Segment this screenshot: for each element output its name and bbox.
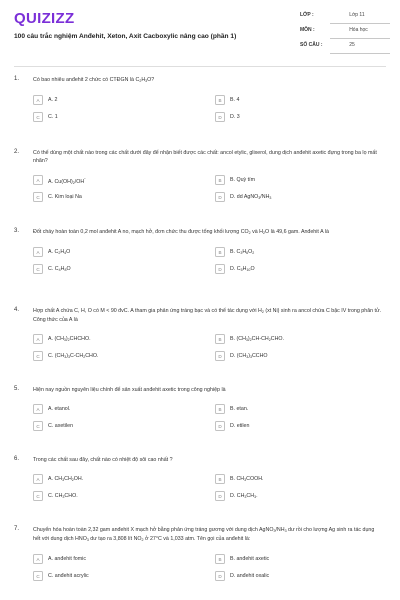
option-letter-box: C: [33, 421, 43, 431]
option-text: B. anđehit axetic: [230, 556, 270, 562]
answer-option-a[interactable]: [33, 554, 215, 564]
answer-option-d[interactable]: [215, 421, 383, 431]
meta-line: [330, 27, 390, 39]
option-letter-box: B: [215, 554, 225, 564]
answer-option-c[interactable]: [33, 264, 215, 274]
option-text: A. anđehit fomic: [48, 556, 86, 562]
option-letter-box: A: [33, 474, 43, 484]
meta-value: Lớp 11: [349, 12, 365, 18]
option-text: D. $CH_3CH_3$.: [230, 493, 258, 499]
option-text: C. $CH_3CHO$.: [48, 493, 78, 499]
option-text: A. $C_2H_4O$: [48, 249, 71, 255]
option-text: D. anđehit oxalic: [230, 573, 270, 579]
option-letter-box: B: [215, 95, 225, 105]
question-number: 7.: [14, 526, 20, 532]
question-text: Trong các chất sau đây, chất nào có nhiệt độ sôi cao nhất ?: [33, 457, 173, 463]
header-divider: [14, 66, 386, 67]
option-letter-box: A: [33, 404, 43, 414]
meta-row: [300, 12, 390, 27]
option-text: C. $C_4H_8O$: [48, 266, 71, 272]
option-text: C. 1: [48, 114, 58, 120]
question-item: [0, 526, 400, 581]
answer-option-a[interactable]: [33, 95, 215, 105]
answer-option-a[interactable]: [33, 474, 215, 484]
option-letter-box: C: [33, 351, 43, 361]
question-number: 1.: [14, 76, 20, 82]
question-item: [0, 76, 400, 122]
option-letter-box: D: [215, 264, 225, 274]
option-text: D. dd $AgNO_3/NH_3$: [230, 194, 272, 200]
question-number: 6.: [14, 456, 20, 462]
question-number: 5.: [14, 386, 20, 392]
question-number: 4.: [14, 307, 20, 313]
meta-row: [300, 42, 390, 57]
question-text: Hiện nay nguồn nguyên liệu chính để sản xuất anđehit axetic trong công nghiệp là: [33, 387, 226, 393]
option-text: B. $(CH_3)_2CH-CH_2CHO$.: [230, 336, 284, 342]
option-letter-box: A: [33, 247, 43, 257]
answer-option-a[interactable]: [33, 175, 215, 185]
option-letter-box: A: [33, 334, 43, 344]
answer-option-c[interactable]: [33, 571, 215, 581]
option-letter-box: D: [215, 351, 225, 361]
meta-label: LỚP :: [300, 12, 314, 18]
answer-option-d[interactable]: [215, 351, 383, 361]
answer-option-d[interactable]: [215, 491, 383, 501]
question-text: Đốt cháy hoàn toàn 0,2 mol anđehit A no, mạch hở, đơn chức thu được tổng khối lượng $CO_2$ và $H_2O$ là 49,6 gam. Anđehit A là: [33, 229, 329, 235]
answer-option-b[interactable]: [215, 554, 383, 564]
option-letter-box: C: [33, 192, 43, 202]
option-text: A. $(CH_3)_2CHCHO$.: [48, 336, 91, 342]
option-letter-box: C: [33, 491, 43, 501]
option-letter-box: B: [215, 334, 225, 344]
answer-option-c[interactable]: [33, 491, 215, 501]
question-item: [0, 307, 400, 361]
question-number: 2.: [14, 149, 20, 155]
meta-value: Hóa học: [349, 27, 368, 33]
option-text: A. $Cu(OH)_2/OH^-$: [48, 175, 86, 185]
question-text: Chuyển hóa hoàn toàn 2,32 gam anđehit X mạch hở bằng phản ứng tráng gương với dung dịch $AgNO_3/NH_3$ dư rồi cho lượng Ag sinh ra tác dụng hết với dung dịch $HNO_3$ dư tạo ra 3,808 lít $NO_2$ ở 27°C và 1,033 atm. Tên gọi của anđehit là:: [33, 527, 375, 542]
option-text: C. $(CH_3)_3C-CH_2CHO$.: [48, 353, 99, 359]
option-letter-box: B: [215, 247, 225, 257]
question-item: [0, 149, 400, 202]
question-text: Hợp chất A chứa C, H, O có M < 90 đvC. A tham gia phản ứng tráng bạc và có thể tác dụng với $H_2$ (xt Ni) sinh ra ancol chứa C bậc IV trong phân tử. Công thức của A là: [33, 308, 382, 323]
answer-option-c[interactable]: [33, 112, 215, 122]
option-text: C. axetilen: [48, 423, 74, 429]
meta-line: [330, 12, 390, 24]
answer-option-b[interactable]: [215, 404, 383, 414]
option-letter-box: B: [215, 474, 225, 484]
question-text: Có bao nhiêu anđehit 2 chức có CTĐGN là $C_2H_3O$?: [33, 77, 155, 83]
answer-option-b[interactable]: [215, 474, 383, 484]
answer-options: [33, 554, 382, 581]
option-letter-box: D: [215, 491, 225, 501]
meta-box: [300, 12, 390, 57]
answer-option-d[interactable]: [215, 112, 383, 122]
page-title: 100 câu trắc nghiệm Anđehit, Xeton, Axit Cacboxylic nâng cao (phần 1): [14, 33, 237, 40]
question-item: [0, 228, 400, 274]
option-text: B. Quỳ tím: [230, 177, 256, 183]
answer-option-c[interactable]: [33, 351, 215, 361]
question-number: 3.: [14, 228, 20, 234]
meta-label: SỐ CÂU :: [300, 42, 323, 48]
answer-option-b[interactable]: [215, 247, 383, 257]
option-text: D. etilen: [230, 423, 250, 429]
option-text: B. $CH_3COOH$.: [230, 476, 264, 482]
answer-option-d[interactable]: [215, 264, 383, 274]
meta-value: 25: [349, 42, 355, 48]
option-text: B. 4: [230, 97, 240, 103]
answer-option-c[interactable]: [33, 421, 215, 431]
option-text: D. $(CH_3)_3CCHO$: [230, 353, 268, 359]
answer-option-a[interactable]: [33, 247, 215, 257]
option-letter-box: B: [215, 404, 225, 414]
answer-options: [33, 404, 382, 431]
answer-option-b[interactable]: [215, 175, 383, 185]
option-letter-box: A: [33, 95, 43, 105]
option-letter-box: D: [215, 421, 225, 431]
answer-option-b[interactable]: [215, 95, 383, 105]
answer-options: [33, 474, 382, 501]
option-letter-box: C: [33, 571, 43, 581]
answer-option-d[interactable]: [215, 571, 383, 581]
meta-label: MÔN :: [300, 27, 315, 33]
option-letter-box: C: [33, 112, 43, 122]
option-letter-box: A: [33, 175, 43, 185]
option-text: A. etanol.: [48, 406, 71, 412]
meta-line: [330, 42, 390, 54]
option-text: C. anđehit acrylic: [48, 573, 89, 579]
quizizz-logo: QUIZIZZ: [14, 10, 75, 27]
option-text: C. Kim loại Na: [48, 194, 82, 200]
option-text: D. $C_5H_{10}O$: [230, 266, 255, 272]
answer-options: [33, 175, 382, 202]
option-text: D. 3: [230, 114, 240, 120]
question-text: Có thể dùng một chất nào trong các chất dưới đây để nhận biết được các chất: ancol etylic, glixerol, dung dịch anđehit axetic đựng trong ba lọ mất nhãn?: [33, 150, 377, 164]
option-text: B. etan.: [230, 406, 249, 412]
answer-options: [33, 334, 382, 361]
option-letter-box: C: [33, 264, 43, 274]
option-text: A. $CH_3CH_2OH$.: [48, 476, 84, 482]
option-letter-box: D: [215, 112, 225, 122]
answer-option-c[interactable]: [33, 192, 215, 202]
option-letter-box: A: [33, 554, 43, 564]
answer-options: [33, 247, 382, 274]
answer-options: [33, 95, 382, 122]
answer-option-a[interactable]: [33, 334, 215, 344]
answer-option-a[interactable]: [33, 404, 215, 414]
worksheet-header: [0, 0, 400, 68]
answer-option-d[interactable]: [215, 192, 383, 202]
answer-option-b[interactable]: [215, 334, 383, 344]
meta-row: [300, 27, 390, 42]
question-item: [0, 386, 400, 431]
option-text: A. 2: [48, 97, 58, 103]
option-text: B. $C_3H_6O_2$: [230, 249, 255, 255]
option-letter-box: B: [215, 175, 225, 185]
question-item: [0, 456, 400, 501]
option-letter-box: D: [215, 571, 225, 581]
option-letter-box: D: [215, 192, 225, 202]
